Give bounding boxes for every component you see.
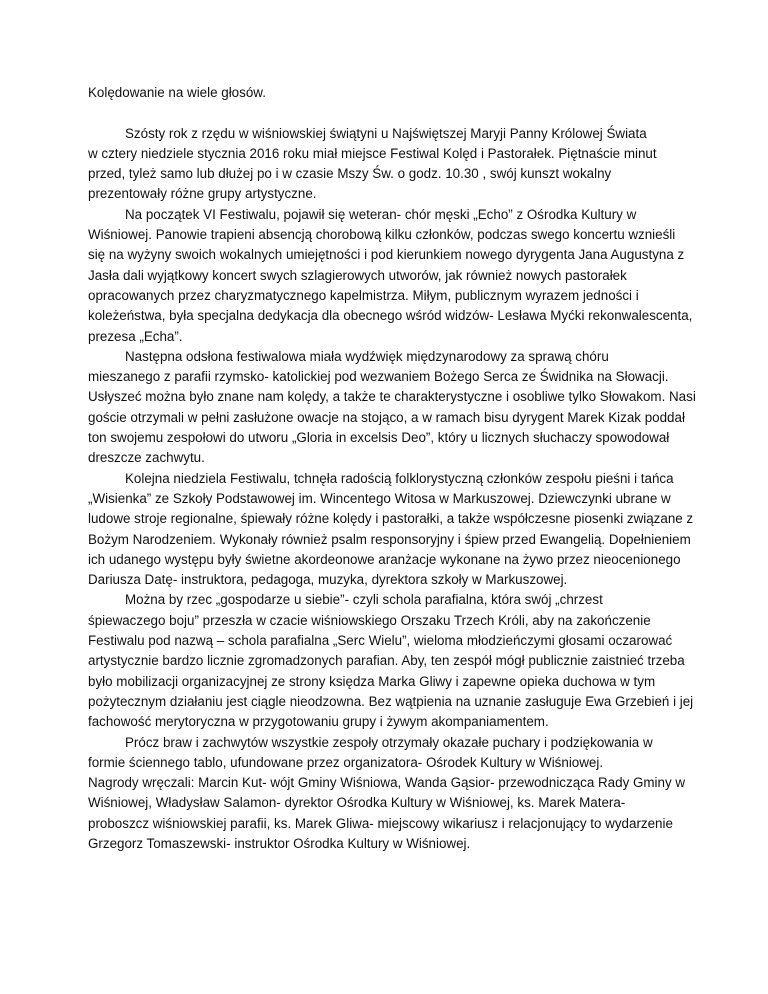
text-line: Kolędowanie na wiele głosów. <box>88 85 266 100</box>
text-line: Usłyszeć można było znane nam kolędy, a także te charakterystyczne i osobliwe tylko Słowakom. Nasi <box>88 389 696 405</box>
text-line: Kolejna niedziela Festiwalu, tchnęła radością folklorystyczną członków zespołu pieśni i tańca <box>125 470 674 486</box>
text-line: Można by rzec „gospodarze u siebie”- czyli schola parafialna, która swój „chrzest <box>125 592 603 608</box>
text-line: Wiśniowej, Władysław Salamon- dyrektor Ośrodka Kultury w Wiśniowej, ks. Marek Matera- <box>88 795 626 811</box>
text-line: fachowość merytoryczna w przygotowaniu grupy i żywym akompaniamentem. <box>88 714 549 730</box>
text-line: śpiewaczego boju” przeszła w czacie wiśniowskiego Orszaku Trzech Króli, aby na zakończenie <box>88 612 651 628</box>
text-line: prezentowały różne grupy artystyczne. <box>88 186 317 202</box>
document-body <box>88 83 708 854</box>
text-line: się na wyżyny swoich wokalnych umiejętności i pod kierunkiem nowego dyrygenta Jana Augustyna z <box>88 247 685 263</box>
text-line: koleżeństwa, była specjalna dedykacja dla obecnego wśród widzów- Lesława Myćki rekonwalescenta, <box>88 308 693 324</box>
text-line: prezesa „Echa”. <box>88 328 183 344</box>
text-line <box>88 103 708 123</box>
text-line: Bożym Narodzeniem. Wykonały również psalm responsoryjny i śpiew przed Ewangelią. Dopełnieniem <box>88 531 691 547</box>
text-line: było mobilizacji organizacyjnej ze strony księdza Marka Gliwy i zapewne opieka duchowa w tym <box>88 673 656 689</box>
text-line: ich udanego występu były świetne akordeonowe aranżacje wykonane na żywo przez nieocenionego <box>88 551 681 567</box>
text-line: goście otrzymali w pełni zasłużone owacje na stojąco, a w ramach bisu dyrygent Marek Kizak poddał <box>88 409 685 425</box>
text-line: Grzegorz Tomaszewski- instruktor Ośrodka Kultury w Wiśniowej. <box>88 835 471 851</box>
text-line: mieszanego z parafii rzymsko- katolickiej pod wezwaniem Bożego Serca ze Świdnika na Słowacji. <box>88 369 669 385</box>
text-line: w cztery niedziele stycznia 2016 roku miał miejsce Festiwal Kolęd i Pastorałek. Piętnaście minut <box>88 145 657 161</box>
text-line: ludowe stroje regionalne, śpiewały różne kolędy i pastorałki, a także współczesne piosenki związane z <box>88 511 694 527</box>
text-line: Szósty rok z rzędu w wiśniowskiej świątyni u Najświętszej Maryji Panny Królowej Świata <box>125 125 647 141</box>
text-line: Festiwalu pod nazwą – schola parafialna „Serc Wielu”, wieloma młodzieńczymi głosami oczarować <box>88 633 673 649</box>
text-line: Jasła dali wyjątkowy koncert swych szlagierowych utworów, jak również nowych pastorałek <box>88 267 627 283</box>
text-line: Nagrody wręczali: Marcin Kut- wójt Gminy Wiśniowa, Wanda Gąsior- przewodnicząca Rady Gminy w <box>88 775 686 791</box>
text-line: opracowanych przez charyzmatycznego kapelmistrza. Miłym, publicznym wyrazem jedności i <box>88 287 639 303</box>
text-line: formie ściennego tablo, ufundowane przez organizatora- Ośrodek Kultury w Wiśniowej. <box>88 754 604 770</box>
text-line: Dariusza Datę- instruktora, pedagoga, muzyka, dyrektora szkoły w Markuszowej. <box>88 572 568 588</box>
text-line: przed, tyleż samo lub dłużej po i w czasie Mszy Św. o godz. 10.30 , swój kunszt wokalny <box>88 166 612 182</box>
text-line: artystycznie bardzo licznie zgromadzonych parafian. Aby, ten zespół mógł publicznie zaistnieć trzeba <box>88 653 685 669</box>
text-line: proboszcz wiśniowskiej parafii, ks. Marek Gliwa- miejscowy wikariusz i relacjonujący to wydarzenie <box>88 815 673 831</box>
text-line: Następna odsłona festiwalowa miała wydźwięk międzynarodowy za sprawą chóru <box>125 348 609 364</box>
text-line: „Wisienka” ze Szkoły Podstawowej im. Wincentego Witosa w Markuszowej. Dziewczynki ubrane w <box>88 490 671 506</box>
text-line: ton swojemu zespołowi do utworu „Gloria in excelsis Deo”, który u licznych słuchaczy spowodował <box>88 430 670 446</box>
text-line: Wiśniowej. Panowie trapieni absencją chorobową kilku członków, podczas swego koncertu wznieśli <box>88 227 676 243</box>
text-line: Na początek VI Festiwalu, pojawił się weteran- chór męski „Echo” z Ośrodka Kultury w <box>125 206 637 222</box>
text-line: pożytecznym działaniu jest ciągle nieodzowna. Bez wątpienia na uznanie zasługuje Ewa Grzebień i jej <box>88 693 694 709</box>
text-line: Prócz braw i zachwytów wszystkie zespoły otrzymały okazałe puchary i podziękowania w <box>125 734 653 750</box>
text-line: dreszcze zachwytu. <box>88 450 205 466</box>
